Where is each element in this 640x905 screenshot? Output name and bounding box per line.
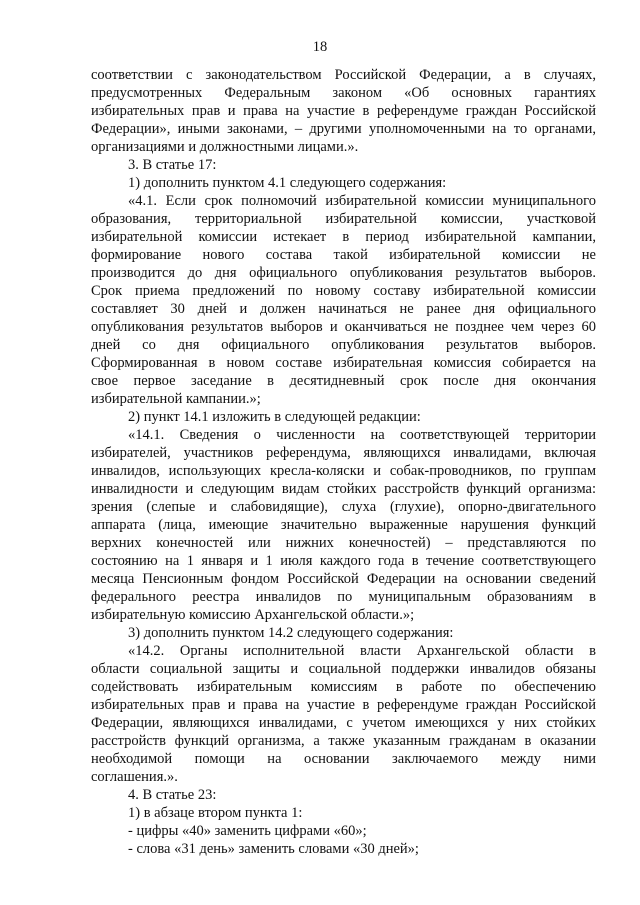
text-line: - слова «31 день» заменить словами «30 дней»; <box>128 841 419 857</box>
text-line: инвалидов, использующих кресла-коляски и собак-проводников, по группам <box>91 463 596 479</box>
text-line: избирательных прав и права на участие в референдуме граждан Российской <box>91 103 596 119</box>
text-line: 3) дополнить пунктом 14.2 следующего содержания: <box>128 625 454 641</box>
text-line: избирателей, участников референдума, являющихся инвалидами, включая <box>91 445 596 461</box>
text-line: Федерации», иными законами, – другими уполномоченными на то органами, <box>91 121 596 137</box>
text-line: «14.2. Органы исполнительной власти Архангельской области в <box>128 643 596 659</box>
text-line: 2) пункт 14.1 изложить в следующей редакции: <box>128 409 421 425</box>
text-line: Срок приема предложений по новому составу избирательной комиссии <box>91 283 596 299</box>
text-line: месяца Пенсионным фондом Российской Федерации на основании сведений <box>91 571 596 587</box>
text-line: Федерации, являющихся инвалидами, с учетом имеющихся у них стойких <box>91 715 596 731</box>
text-line: предусмотренных Федеральным законом «Об основных гарантиях <box>91 85 596 101</box>
text-line: 1) дополнить пунктом 4.1 следующего содержания: <box>128 175 447 191</box>
text-line: свое первое заседание в десятидневный срок после дня окончания <box>91 373 596 389</box>
text-line: избирательной кампании.»; <box>91 391 261 407</box>
text-line: избирательной комиссии истекает в период избирательной кампании, <box>91 229 596 245</box>
text-line: соответствии с законодательством Российской Федерации, а в случаях, <box>91 67 596 83</box>
text-line: необходимой помощи на основании заключаемого между ними <box>91 751 596 767</box>
text-line: федерального реестра инвалидов по муниципальным образованиям в <box>91 589 596 605</box>
text-line: производится до дня официального опубликования результатов выборов. <box>91 265 596 281</box>
text-line: избирательных прав и права на участие в референдуме граждан Российской <box>91 697 596 713</box>
document-body <box>91 66 596 858</box>
text-line: состоянию на 1 января и 1 июля каждого года в течение соответствующего <box>91 553 596 569</box>
text-line: 4. В статье 23: <box>128 787 217 803</box>
text-line: соглашения.». <box>91 769 178 785</box>
text-line: формирование нового состава такой избирательной комиссии не <box>91 247 596 263</box>
text-line: - цифры «40» заменить цифрами «60»; <box>128 823 367 839</box>
text-line: 1) в абзаце втором пункта 1: <box>128 805 303 821</box>
text-line: аппарата (лица, имеющие значительно выраженные нарушения функций <box>91 517 596 533</box>
text-line: образования, территориальной избирательной комиссии, участковой <box>91 211 596 227</box>
text-line: избирательную комиссию Архангельской области.»; <box>91 607 415 623</box>
text-line: составляет 30 дней и должен начинаться не ранее дня официального <box>91 301 596 317</box>
text-line: верхних конечностей или нижних конечностей) – представляются по <box>91 535 596 551</box>
text-line: «4.1. Если срок полномочий избирательной комиссии муниципального <box>128 193 596 209</box>
text-line: расстройств функций организма, а также указанным гражданам в оказании <box>91 733 596 749</box>
text-line: «14.1. Сведения о численности на соответствующей территории <box>128 427 596 443</box>
text-line: области социальной защиты и социальной поддержки инвалидов обязаны <box>91 661 596 677</box>
text-line: Сформированная в новом составе избирательная комиссия собирается на <box>91 355 596 371</box>
text-line: организациями и должностными лицами.». <box>91 139 359 155</box>
page-number: 18 <box>312 39 328 55</box>
text-line: инвалидности и следующим видам стойких расстройств функций организма: <box>91 481 596 497</box>
text-line: опубликования результатов выборов и оканчиваться не позднее чем через 60 <box>91 319 596 335</box>
text-line: дней со дня официального опубликования результатов выборов. <box>91 337 596 353</box>
text-line: зрения (слепые и слабовидящие), слуха (глухие), опорно-двигательного <box>91 499 596 515</box>
text-line: содействовать избирательным комиссиям в работе по обеспечению <box>91 679 596 695</box>
text-line: 3. В статье 17: <box>128 157 217 173</box>
